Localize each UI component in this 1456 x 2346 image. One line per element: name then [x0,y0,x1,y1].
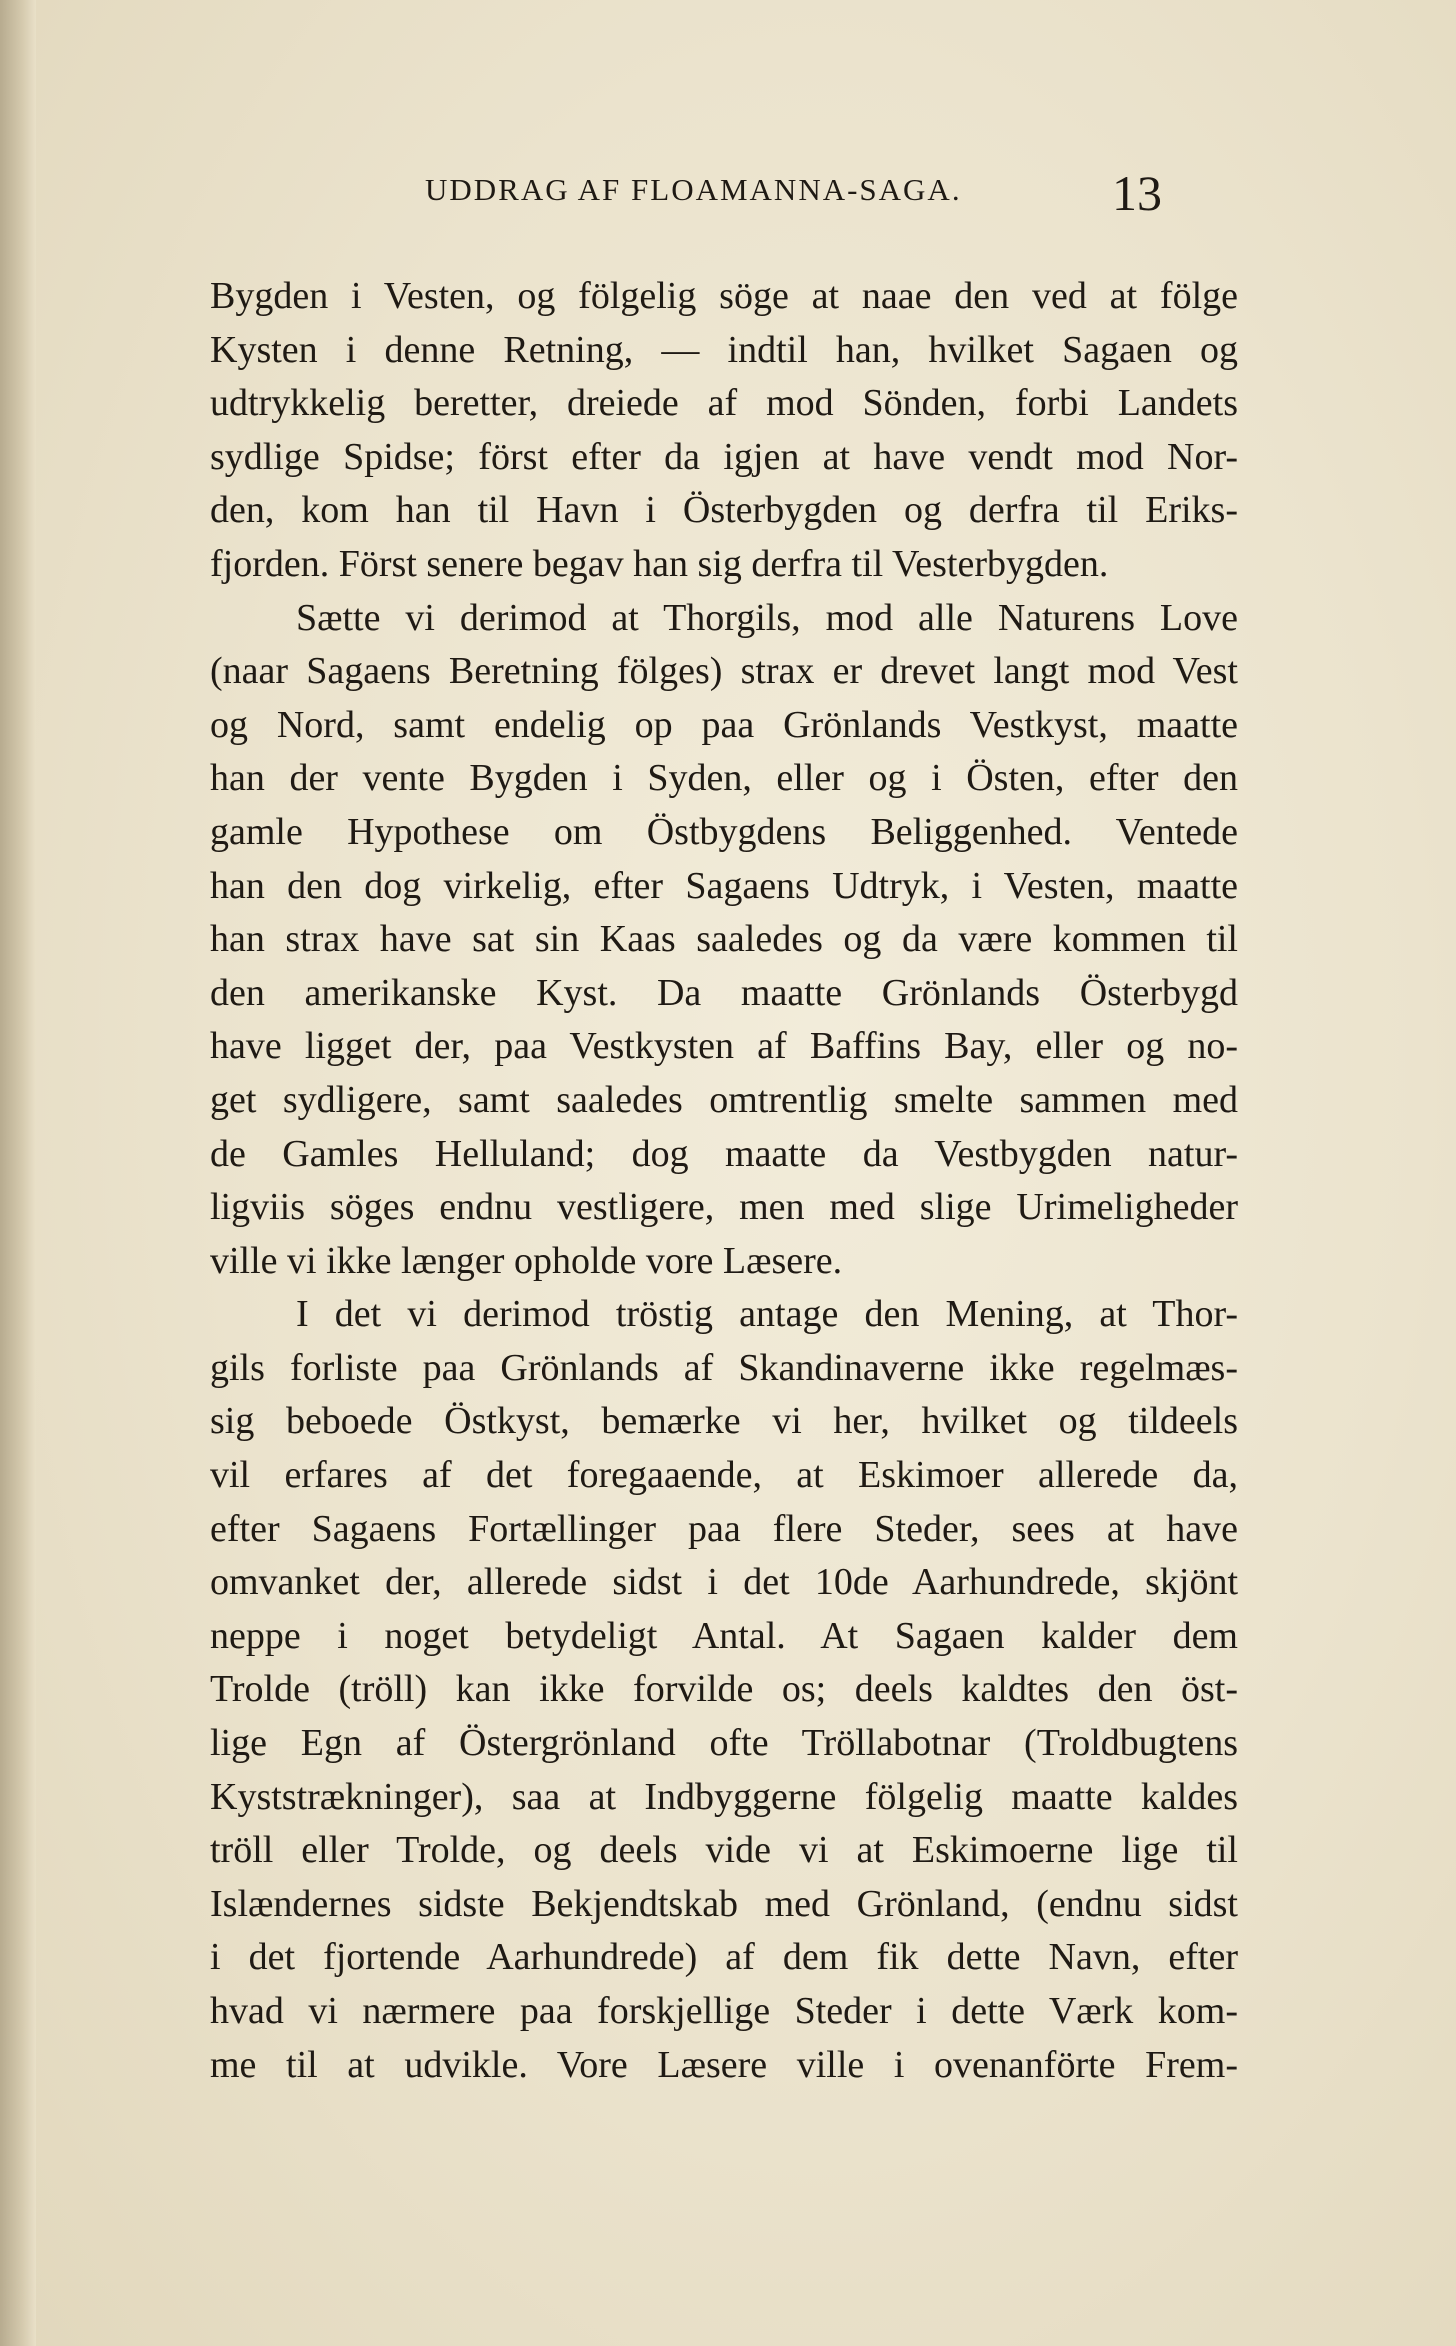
text-line: Trolde (tröll) kan ikke forvilde os; deels kaldtes den öst- [210,1668,1238,1711]
paragraph-start-line: Sætte vi derimod at Thorgils, mod alle Naturens Love [296,596,1238,639]
text-line: den amerikanske Kyst. Da maatte Grönlands Österbygd [210,971,1238,1014]
text-line: ligviis söges endnu vestligere, men med slige Urimeligheder [210,1186,1238,1229]
text-line: udtrykkelig beretter, dreiede af mod Sönden, forbi Landets [210,382,1238,425]
text-line: lige Egn af Östergrönland ofte Tröllabotnar (Troldbugtens [210,1722,1238,1765]
text-line: han den dog virkelig, efter Sagaens Udtryk, i Vesten, maatte [210,864,1238,907]
text-line: sydlige Spidse; först efter da igjen at have vendt mod Nor- [210,435,1238,478]
text-line: sig beboede Östkyst, bemærke vi her, hvilket og tildeels [210,1400,1238,1443]
text-line: neppe i noget betydeligt Antal. At Sagaen kalder dem [210,1614,1238,1657]
text-line: (naar Sagaens Beretning fölges) strax er drevet langt mod Vest [210,650,1238,693]
text-line: fjorden. Först senere begav han sig derfra til Vesterbygden. [210,542,1109,585]
text-line: get sydligere, samt saaledes omtrentlig smelte sammen med [210,1078,1238,1121]
text-line: have ligget der, paa Vestkysten af Baffins Bay, eller og no- [210,1025,1238,1068]
running-title: UDDRAG AF FLOAMANNA-SAGA. [425,172,962,207]
text-line: me til at udvikle. Vore Læsere ville i ovenanförte Frem- [210,2043,1238,2086]
text-line: i det fjortende Aarhundrede) af dem fik dette Navn, efter [210,1936,1238,1979]
text-line: omvanket der, allerede sidst i det 10de Aarhundrede, skjönt [210,1561,1238,1604]
text-line: de Gamles Helluland; dog maatte da Vestbygden natur- [210,1132,1238,1175]
text-line: han der vente Bygden i Syden, eller og i Östen, efter den [210,757,1238,800]
text-line: Kysten i denne Retning, — indtil han, hvilket Sagaen og [210,328,1238,371]
text-line: gamle Hypothese om Östbygdens Beliggenhed. Ventede [210,810,1238,853]
text-line: hvad vi nærmere paa forskjellige Steder i dette Værk kom- [210,1990,1238,2032]
text-line: tröll eller Trolde, og deels vide vi at Eskimoerne lige til [210,1829,1238,1872]
text-line: Islændernes sidste Bekjendtskab med Grönland, (endnu sidst [210,1882,1238,1925]
text-line: Kyststrækninger), saa at Indbyggerne fölgelig maatte kaldes [210,1775,1238,1818]
text-line: han strax have sat sin Kaas saaledes og da være kommen til [210,918,1238,961]
paragraph-start-line: I det vi derimod tröstig antage den Mening, at Thor- [296,1293,1238,1336]
page-number: 13 [1112,165,1162,221]
body-text [210,270,1238,2092]
text-line: vil erfares af det foregaaende, at Eskimoer allerede da, [210,1454,1238,1497]
text-line: den, kom han til Havn i Österbygden og derfra til Eriks- [210,489,1238,532]
text-line: ville vi ikke længer opholde vore Læsere. [210,1239,843,1282]
text-line: gils forliste paa Grönlands af Skandinaverne ikke regelmæs- [210,1346,1238,1389]
text-line: efter Sagaens Fortællinger paa flere Steder, sees at have [210,1507,1238,1550]
book-spine-shadow [0,0,36,2346]
text-line: Bygden i Vesten, og fölgelig söge at naae den ved at fölge [210,275,1238,317]
text-line: og Nord, samt endelig op paa Grönlands Vestkyst, maatte [210,703,1238,746]
page-header [0,164,1456,224]
